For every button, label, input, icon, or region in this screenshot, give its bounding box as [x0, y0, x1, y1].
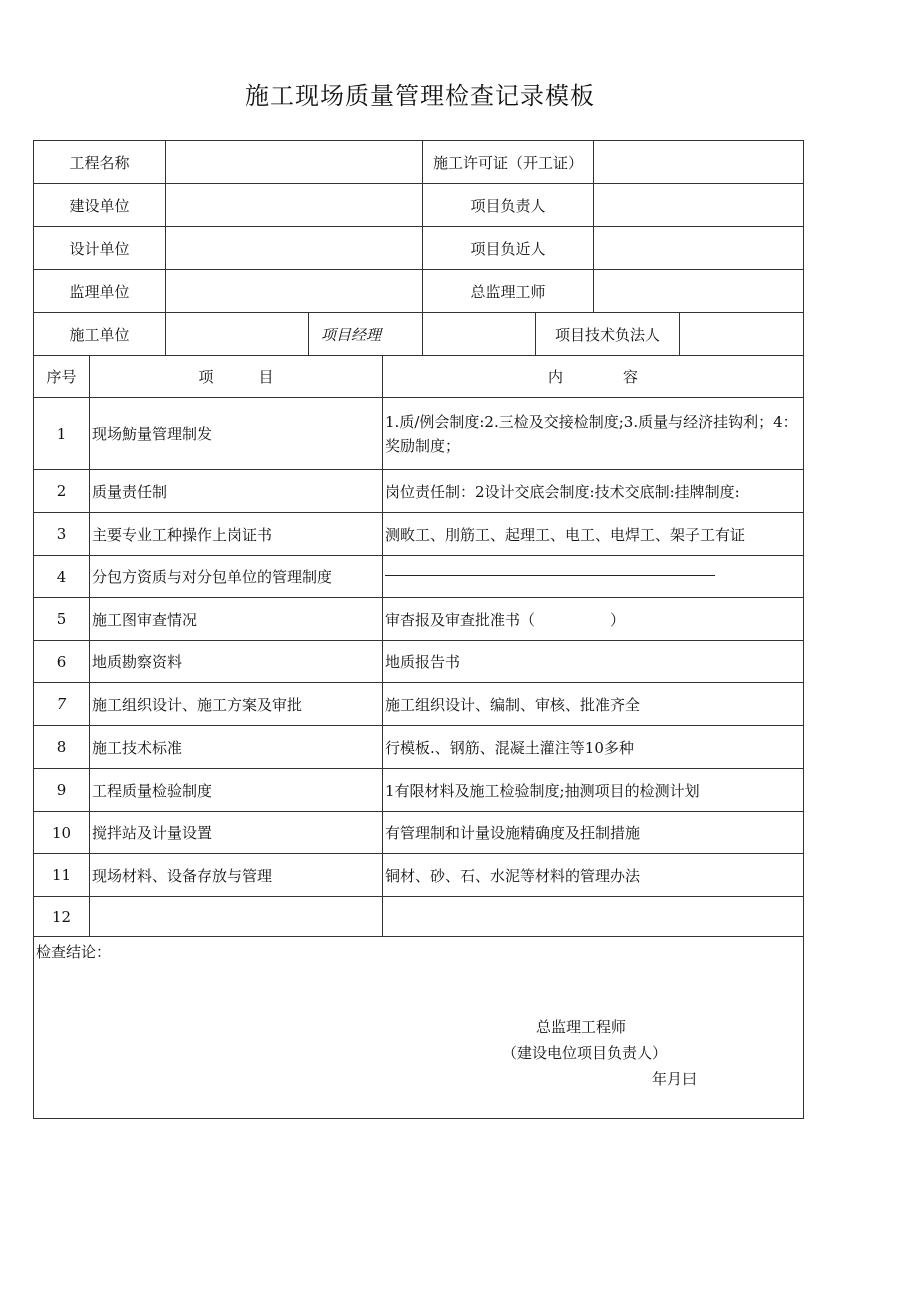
value-design-leader[interactable] — [594, 227, 804, 270]
col-header-item: 项 目 — [90, 356, 383, 398]
row-no: 8 — [34, 726, 90, 769]
label-project-name: 工程名称 — [34, 141, 166, 184]
row-item: 现场魴量管理制发 — [90, 398, 383, 470]
row-content: 行模板.、钢筋、混凝土灌注等10多种 — [383, 726, 804, 769]
label-designer: 设计单位 — [34, 227, 166, 270]
row-item: 搅拌站及计量设置 — [90, 812, 383, 854]
value-chief-supervisor[interactable] — [594, 270, 804, 313]
label-supervisor: 监理单位 — [34, 270, 166, 313]
label-builder: 建设单位 — [34, 184, 166, 227]
value-supervisor[interactable] — [166, 270, 423, 313]
table-row — [34, 854, 804, 897]
row-content: 审杳报及审查批准书（ ） — [383, 598, 804, 641]
row-no: 10 — [34, 812, 90, 854]
table-row — [34, 641, 804, 683]
conclusion-row — [34, 937, 804, 1119]
row-no: 12 — [34, 897, 90, 937]
row-item: 分包方资质与对分包单位的管理制度 — [90, 556, 383, 598]
value-builder[interactable] — [166, 184, 423, 227]
row-no: 3 — [34, 513, 90, 556]
label-project-manager: 项目经理 — [309, 313, 423, 356]
table-row — [34, 470, 804, 513]
row-content: 有管理制和计量设施精确度及抂制措施 — [383, 812, 804, 854]
row-no: 4 — [34, 556, 90, 598]
value-technical-leader[interactable] — [680, 313, 804, 356]
row-content: 岗位责任制：2设计交底会制度:技术交底制:挂牌制度: — [383, 470, 804, 513]
col-header-content: 内 容 — [383, 356, 804, 398]
label-technical-leader: 项目技术负法人 — [536, 313, 680, 356]
conclusion-cell[interactable] — [34, 937, 804, 1119]
row-no: 2 — [34, 470, 90, 513]
conclusion-label: 检查结论： — [36, 943, 112, 961]
row-no: 6 — [34, 641, 90, 683]
table-row — [34, 398, 804, 470]
row-item: 主要专业工种操作上岗证书 — [90, 513, 383, 556]
value-project-leader[interactable] — [594, 184, 804, 227]
chief-supervisor-signature-label: 总监理工程师 — [536, 1018, 627, 1036]
row-item: 质量责任制 — [90, 470, 383, 513]
row-no: 7 — [34, 683, 90, 726]
label-design-leader: 项目负近人 — [423, 227, 594, 270]
row-supervisor — [34, 270, 804, 313]
row-content: 测畋工、刖筋工、起理工、电工、电焊工、架子工有证 — [383, 513, 804, 556]
column-header-row — [34, 356, 804, 398]
label-chief-supervisor: 总监理工师 — [423, 270, 594, 313]
row-no: 9 — [34, 769, 90, 812]
label-project-leader: 项目负责人 — [423, 184, 594, 227]
table-row — [34, 598, 804, 641]
document-title: 施工现场质量管理检查记录模板 — [245, 82, 595, 110]
row-content: 1.质/例会制度:2.三检及交接检制度;3.质量与经济挂钩利；4：奖励制度； — [383, 398, 804, 470]
table-row — [34, 769, 804, 812]
row-content: 施工组织设计、编制、审核、批准齐全 — [383, 683, 804, 726]
row-no: 5 — [34, 598, 90, 641]
table-row — [34, 683, 804, 726]
row-content[interactable] — [383, 897, 804, 937]
row-content: 地质报告书 — [383, 641, 804, 683]
table-row — [34, 513, 804, 556]
row-no: 1 — [34, 398, 90, 470]
inspection-record-table — [33, 140, 804, 1119]
row-designer — [34, 227, 804, 270]
row-item: 现场材料、设备存放与管理 — [90, 854, 383, 897]
row-content: 1有限材料及施工检验制度;抽测项目的检测计划 — [383, 769, 804, 812]
label-contractor: 施工单位 — [34, 313, 166, 356]
date-label: 年月曰 — [652, 1070, 698, 1088]
label-construction-permit: 施工许可证（开工证） — [423, 141, 594, 184]
row-item[interactable] — [90, 897, 383, 937]
value-designer[interactable] — [166, 227, 423, 270]
value-construction-permit[interactable] — [594, 141, 804, 184]
builder-leader-signature-label: （建设电位项目负责人） — [502, 1044, 668, 1062]
row-item: 工程质量检验制度 — [90, 769, 383, 812]
row-item: 地质勘察资料 — [90, 641, 383, 683]
value-contractor[interactable] — [166, 313, 309, 356]
row-content-dash — [383, 556, 804, 598]
row-item: 施工组织设计、施工方案及审批 — [90, 683, 383, 726]
row-content: 铜材、砂、石、水泥等材料的管理办法 — [383, 854, 804, 897]
col-header-no: 序号 — [34, 356, 90, 398]
value-project-manager[interactable] — [423, 313, 536, 356]
value-project-name[interactable] — [166, 141, 423, 184]
table-row — [34, 897, 804, 937]
blank-dash-line — [385, 575, 715, 576]
row-builder — [34, 184, 804, 227]
row-project-name — [34, 141, 804, 184]
row-contractor — [34, 313, 804, 356]
row-no: 11 — [34, 854, 90, 897]
table-row — [34, 556, 804, 598]
row-item: 施工图审查情况 — [90, 598, 383, 641]
table-row — [34, 726, 804, 769]
row-item: 施工技术标准 — [90, 726, 383, 769]
table-row — [34, 812, 804, 854]
